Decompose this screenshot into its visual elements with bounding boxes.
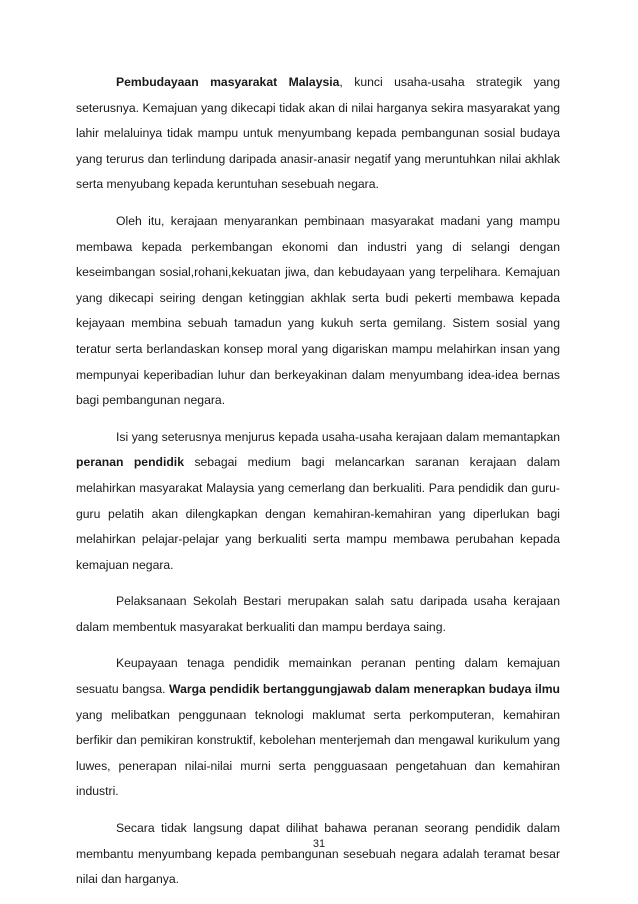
bold-phrase: Warga pendidik bertanggungjawab dalam menerapkan budaya ilmu — [169, 682, 560, 697]
text-run: Oleh itu, kerajaan menyarankan pembinaan masyarakat madani yang mampu membawa kepada perkembangan ekonomi dan industri yang di selangi dengan keseimbangan sosial,rohani,kekuatan jiwa, dan kebudayaan yang terpelihara. Kemajuan yang dikecapi seiring dengan ketinggian akhlak serta budi pekerti membawa kepada kejayaan membina sebuah tamadun yang kukuh serta gemilang. Sistem sosial yang teratur serta berlandaskan konsep moral yang digariskan mampu melahirkan insan yang mempunyai keperibadian luhur dan berkeyakinan dalam menyumbang idea-idea bernas bagi pembangunan negara. — [76, 213, 560, 408]
bold-phrase: Pembudayaan masyarakat Malaysia — [116, 75, 340, 89]
text-run: Keupayaan tenaga pendidik memainkan peranan penting dalam kemajuan sesuatu bangsa. — [76, 656, 560, 697]
paragraph-2 — [76, 209, 560, 414]
text-run: Isi yang seterusnya menjurus kepada usaha-usaha kerajaan dalam memantapkan — [116, 429, 560, 444]
bold-phrase: peranan pendidik — [76, 455, 184, 470]
text-run: Secara tidak langsung dapat dilihat bahawa peranan seorang pendidik dalam membantu menyumbang kepada pembangunan sesebuah negara adalah teramat besar nilai dan harganya. — [76, 821, 560, 887]
paragraph-6 — [76, 816, 560, 893]
body-text — [76, 70, 560, 904]
paragraph-5 — [76, 651, 560, 805]
text-run: yang melibatkan penggunaan teknologi maklumat serta perkomputeran, kemahiran berfikir dan pemikiran konstruktif, kebolehan menterjemah dan mengawal kurikulum yang luwes, penerapan nilai-nilai murni serta pengguasaan pengetahuan dan kemahiran industri. — [76, 707, 560, 799]
paragraph-3 — [76, 425, 560, 579]
page-number: 31 — [312, 838, 326, 850]
text-run: Pelaksanaan Sekolah Bestari merupakan salah satu daripada usaha kerajaan dalam membentuk masyarakat berkualiti dan mampu berdaya saing. — [76, 594, 560, 634]
paragraph-1 — [76, 70, 560, 198]
text-run: , kunci usaha-usaha strategik yang seterusnya. Kemajuan yang dikecapi tidak akan di nilai harganya sekira masyarakat yang lahir melaluinya tidak mampu untuk menyumbang kepada pembangunan sosial budaya yang terurus dan terlindung daripada anasir-anasir negatif yang meruntuhkan nilai akhlak serta menyubang kepada keruntuhan sesebuah negara. — [76, 75, 560, 192]
paragraph-4 — [76, 589, 560, 640]
text-run: sebagai medium bagi melancarkan saranan kerajaan dalam melahirkan masyarakat Malaysia yang cemerlang dan berkualiti. Para pendidik dan guru-guru pelatih akan dilengkapkan dengan kemahiran-kemahiran yang diperlukan bagi melahirkan pelajar-pelajar yang berkualiti serta mampu membawa perubahan kepada kemajuan negara. — [76, 455, 561, 572]
